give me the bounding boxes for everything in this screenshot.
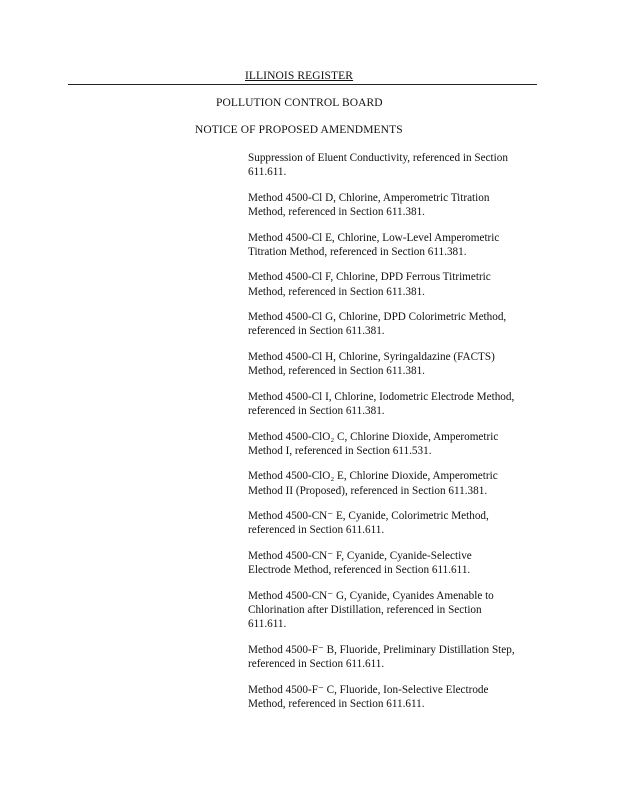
- list-item: [248, 509, 548, 537]
- list-item: [248, 231, 548, 259]
- list-item: [248, 270, 548, 298]
- entry-line: 611.611.: [248, 618, 287, 631]
- entry-line: Method 4500-Cl E, Chlorine, Low-Level Amperometric: [248, 231, 500, 244]
- list-item: [248, 390, 548, 418]
- notice-title: NOTICE OF PROPOSED AMENDMENTS: [195, 124, 403, 136]
- entry-line: Method 4500-Cl H, Chlorine, Syringaldazine (FACTS): [248, 350, 495, 363]
- entry-line: referenced in Section 611.381.: [248, 325, 385, 338]
- entry-line: Method 4500-Cl G, Chlorine, DPD Colorimetric Method,: [248, 311, 507, 324]
- list-item: [248, 350, 548, 378]
- entry-line: referenced in Section 611.611.: [248, 657, 385, 670]
- entry-line: Method 4500-F⁻ B, Fluoride, Preliminary Distillation Step,: [248, 643, 515, 656]
- entry-line: Method 4500-F⁻ C, Fluoride, Ion-Selective Electrode: [248, 683, 489, 696]
- entry-line: referenced in Section 611.611.: [248, 524, 385, 537]
- entry-line: Method 4500-ClO₂ E, Chlorine Dioxide, Amperometric: [248, 470, 498, 483]
- list-item: [248, 643, 548, 671]
- entry-line: Chlorination after Distillation, referenced in Section: [248, 603, 482, 616]
- entry-line: referenced in Section 611.381.: [248, 404, 385, 417]
- header-rule: [68, 84, 537, 85]
- list-item: [248, 683, 548, 711]
- list-item: [248, 549, 548, 577]
- entry-line: Method, referenced in Section 611.381.: [248, 206, 425, 218]
- list-item: [248, 469, 548, 497]
- entry-line: Method, referenced in Section 611.381.: [248, 285, 425, 298]
- entry-line: Method 4500-Cl D, Chlorine, Amperometric Titration: [248, 191, 490, 204]
- entry-line: Method 4500-CN⁻ G, Cyanide, Cyanides Amenable to: [248, 589, 494, 602]
- entry-line: Method 4500-CN⁻ E, Cyanide, Colorimetric Method,: [248, 510, 489, 523]
- entry-line: Titration Method, referenced in Section 611.381.: [248, 245, 467, 258]
- list-item: [248, 310, 548, 338]
- list-item: [248, 191, 548, 219]
- entry-line: Method, referenced in Section 611.381.: [248, 365, 425, 378]
- entry-line: Electrode Method, referenced in Section 611.611.: [248, 564, 471, 577]
- entry-line: 611.611.: [248, 166, 287, 179]
- register-title: ILLINOIS REGISTER: [245, 70, 354, 82]
- entry-line: Method I, referenced in Section 611.531.: [248, 444, 432, 457]
- entry-line: Method 4500-Cl I, Chlorine, Iodometric Electrode Method,: [248, 390, 515, 403]
- entry-line: Method 4500-ClO₂ C, Chlorine Dioxide, Amperometric: [248, 430, 499, 443]
- board-title: POLLUTION CONTROL BOARD: [216, 97, 383, 109]
- list-item: [248, 151, 548, 179]
- method-list: [248, 151, 548, 722]
- list-item: [248, 430, 548, 458]
- entry-line: Method, referenced in Section 611.611.: [248, 697, 425, 710]
- entry-line: Method 4500-CN⁻ F, Cyanide, Cyanide-Selective: [248, 549, 472, 562]
- list-item: [248, 589, 548, 632]
- entry-line: Suppression of Eluent Conductivity, referenced in Section: [248, 152, 508, 164]
- entry-line: Method 4500-Cl F, Chlorine, DPD Ferrous Titrimetric: [248, 271, 491, 284]
- entry-line: Method II (Proposed), referenced in Section 611.381.: [248, 484, 488, 497]
